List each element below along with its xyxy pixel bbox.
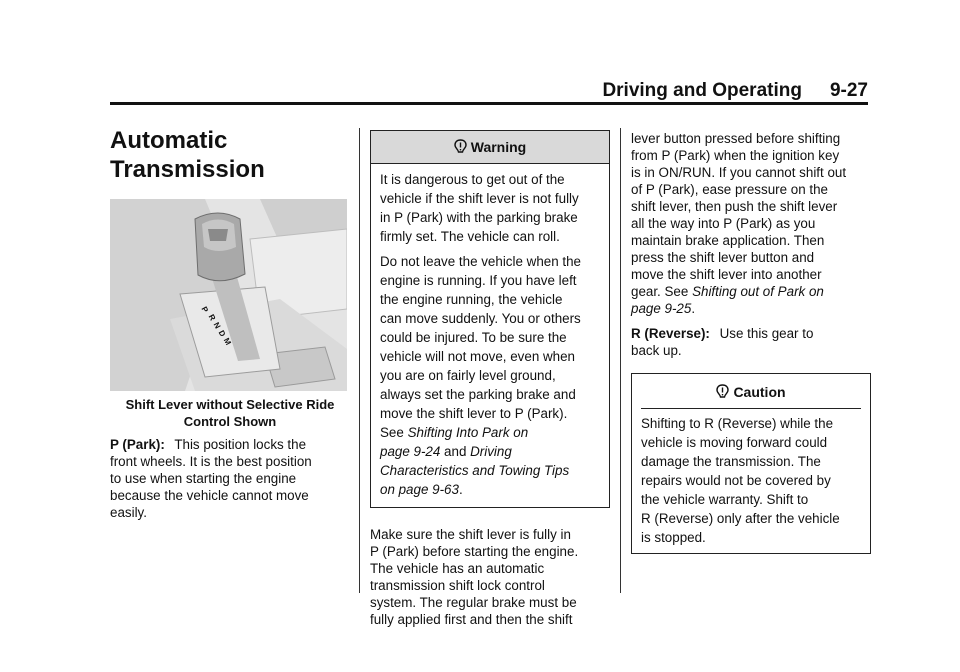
warning-text: firmly set. The vehicle can roll. (380, 229, 560, 244)
warning-text: It is dangerous to get out of the (380, 172, 565, 187)
body-text: from P (Park) when the ignition key (631, 148, 840, 163)
caption-line-2: Control Shown (183, 414, 277, 429)
gear-letter-m: M (221, 336, 233, 347)
shift-lever-illustration (110, 199, 347, 391)
body-text: . (691, 301, 696, 316)
warning-text: the engine running, the vehicle (380, 292, 563, 307)
caution-text: Shifting to R (Reverse) while the (641, 416, 834, 431)
warning-text: could be injured. To be sure the (380, 330, 567, 345)
warning-text: always set the parking brake and (380, 387, 576, 402)
page-number: 9-27 (829, 80, 868, 101)
gear-letter-p: P (199, 305, 210, 314)
caution-text: damage the transmission. The (641, 454, 821, 469)
warning-paragraph-1 (380, 170, 600, 246)
column-2 (370, 130, 610, 628)
page-header (110, 80, 868, 102)
heading-line-2: Transmission (110, 156, 265, 183)
gear-letter-r: R (206, 312, 218, 323)
body-text: of P (Park), ease pressure on the (631, 182, 828, 197)
park-text: front wheels. It is the best position (110, 454, 312, 469)
body-text: gear. See (631, 284, 689, 299)
warning-box (370, 130, 610, 508)
warning-text: vehicle if the shift lever is not fully (380, 191, 579, 206)
body-text: P (Park) before starting the engine. (370, 544, 579, 559)
body-text: move the shift lever into another (631, 267, 822, 282)
cross-reference-link[interactable]: page 9-24 (380, 444, 441, 459)
caution-text: R (Reverse) only after the vehicle (641, 511, 840, 526)
cross-reference-link[interactable]: Shifting Into Park on (407, 425, 529, 440)
cross-reference-link[interactable]: on page 9-63 (380, 482, 459, 497)
shift-lock-paragraph (370, 526, 610, 628)
park-paragraph (110, 436, 350, 521)
warning-heading-text: Warning (470, 139, 527, 155)
warning-paragraph-2 (380, 252, 600, 499)
shift-lock-continued-paragraph (631, 130, 871, 317)
body-text: Make sure the shift lever is fully in (370, 527, 571, 542)
warning-heading (371, 131, 609, 164)
park-term: P (Park): (110, 437, 165, 452)
warning-text: can move suddenly. You or others (380, 311, 581, 326)
gear-letter-n: N (211, 320, 223, 331)
warning-text: move the shift lever to P (Park). (380, 406, 568, 421)
warning-text: . (458, 482, 463, 497)
warning-text: in P (Park) with the parking brake (380, 210, 578, 225)
caution-text: vehicle is moving forward could (641, 435, 828, 450)
caution-text: is stopped. (641, 530, 706, 545)
caution-body (632, 409, 870, 553)
figure-caption (110, 396, 350, 430)
cross-reference-link[interactable]: page 9-25 (631, 301, 692, 316)
body-text: lever button pressed before shifting (631, 131, 841, 146)
body-text: maintain brake application. Then (631, 233, 825, 248)
body-text: transmission shift lock control (370, 578, 545, 593)
reverse-text: Use this gear to (719, 326, 814, 341)
warning-text: See (380, 425, 404, 440)
header-rule (110, 102, 868, 105)
park-text: easily. (110, 505, 147, 520)
caution-box (631, 373, 871, 554)
column-3 (631, 130, 871, 554)
column-divider (359, 128, 360, 593)
section-title-header: Driving and Operating (602, 80, 802, 101)
heading-line-1: Automatic (110, 127, 228, 154)
warning-text: Do not leave the vehicle when the (380, 254, 581, 269)
body-text: fully applied first and then the shift (370, 612, 573, 627)
body-text: press the shift lever button and (631, 250, 815, 265)
warning-text: you are on fairly level ground, (380, 368, 556, 383)
warning-icon (716, 376, 729, 412)
body-text: all the way into P (Park) as you (631, 216, 816, 231)
park-text: This position locks the (174, 437, 307, 452)
cross-reference-link[interactable]: Characteristics and Towing Tips (380, 463, 570, 478)
caution-text: the vehicle warranty. Shift to (641, 492, 809, 507)
section-heading (110, 126, 350, 184)
caution-heading (632, 374, 870, 408)
caution-heading-text: Caution (733, 384, 786, 400)
reverse-term: R (Reverse): (631, 326, 710, 341)
caution-text: repairs would not be covered by (641, 473, 831, 488)
caption-line-1: Shift Lever without Selective Ride (125, 397, 335, 412)
cross-reference-link[interactable]: Shifting out of Park on (692, 284, 824, 299)
body-text: system. The regular brake must be (370, 595, 577, 610)
reverse-paragraph (631, 325, 871, 359)
warning-text: and (444, 444, 467, 459)
column-1 (110, 126, 350, 521)
park-text: to use when starting the engine (110, 471, 297, 486)
column-divider (620, 128, 621, 593)
body-text: The vehicle has an automatic (370, 561, 545, 576)
warning-body (371, 164, 609, 507)
reverse-text: back up. (631, 343, 682, 358)
cross-reference-link[interactable]: Driving (470, 444, 512, 459)
warning-icon (454, 133, 467, 165)
body-text: shift lever, then push the shift lever (631, 199, 838, 214)
warning-text: vehicle will not move, even when (380, 349, 576, 364)
body-text: is in ON/RUN. If you cannot shift out (631, 165, 847, 180)
park-text: because the vehicle cannot move (110, 488, 309, 503)
gear-letter-d: D (216, 328, 228, 339)
warning-text: engine is running. If you have left (380, 273, 577, 288)
